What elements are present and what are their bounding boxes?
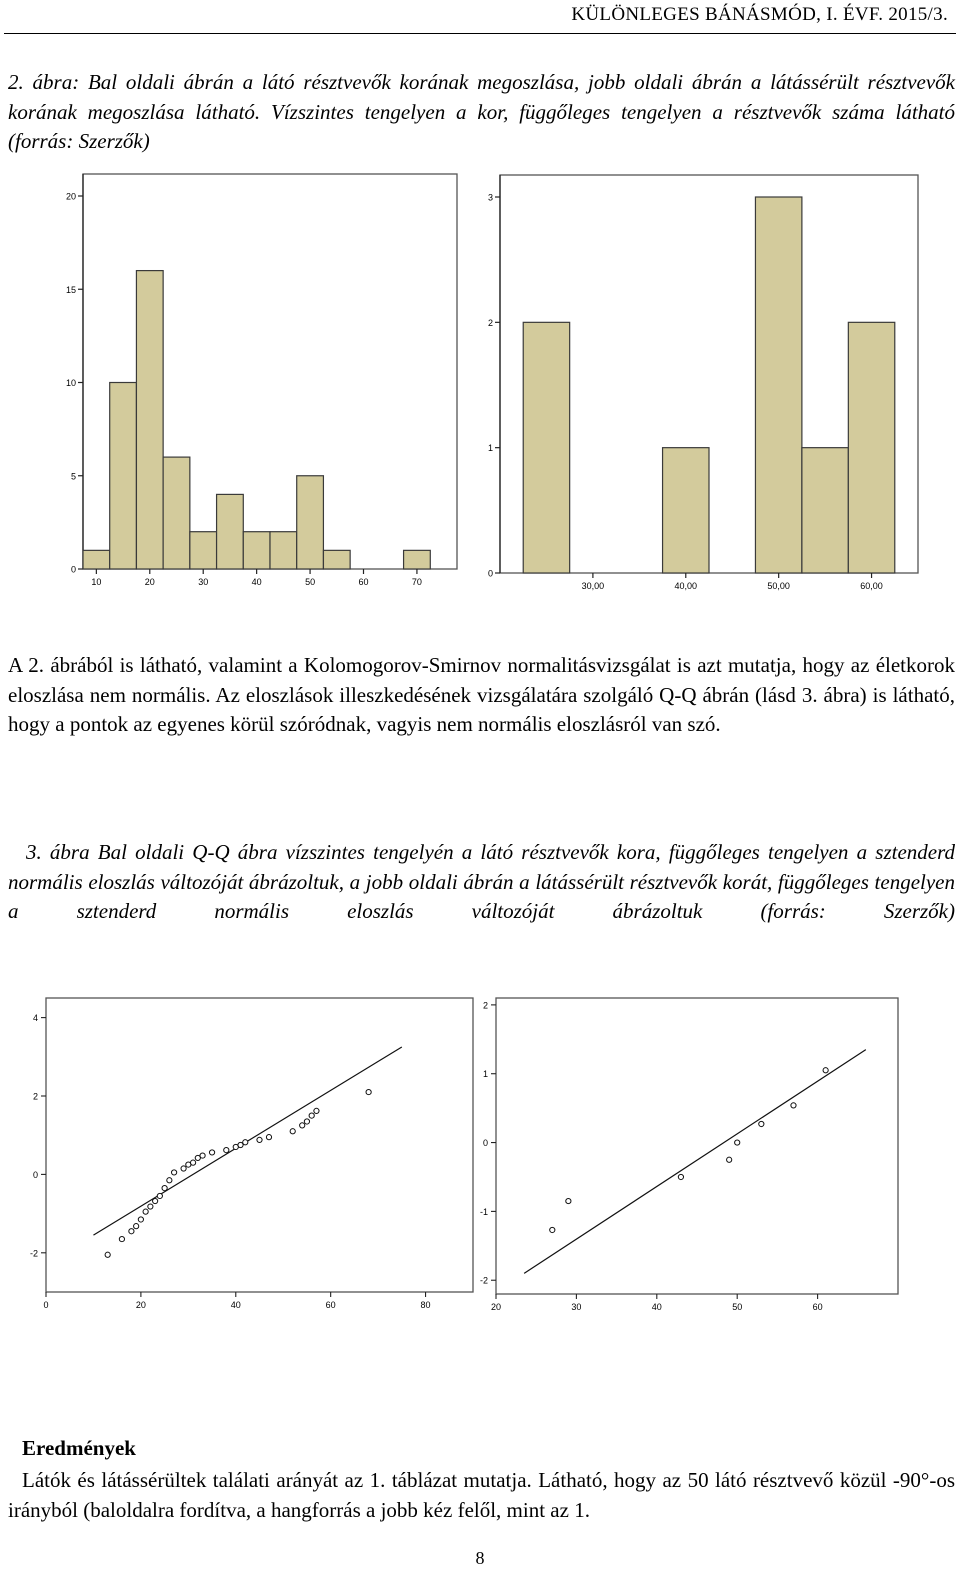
hist2-y-tick-label: 2 — [487, 317, 493, 328]
qq1-point — [138, 1217, 143, 1222]
qq1-frame — [46, 998, 473, 1292]
qq1-point — [243, 1140, 248, 1145]
hist1-x-tick-label: 10 — [91, 577, 102, 587]
qq2-x-tick-label: 40 — [651, 1302, 662, 1312]
hist1-y-tick-label: 15 — [65, 284, 76, 295]
hist1-x-tick-label: 40 — [251, 577, 262, 587]
hist2-bar — [663, 448, 709, 573]
qq1-point — [224, 1147, 229, 1152]
hist1-bar — [323, 550, 350, 569]
qq2-x-tick-label: 30 — [571, 1302, 582, 1312]
hist2-x-tick-label: 40,00 — [674, 581, 698, 591]
qq2-point — [735, 1140, 740, 1145]
hist2-y-tick-label: 3 — [487, 192, 493, 203]
hist1-x-tick-label: 20 — [144, 577, 155, 587]
qq1-point — [153, 1198, 158, 1203]
qq-plot-sighted — [28, 996, 483, 1314]
qq1-x-tick-label: 40 — [230, 1300, 241, 1310]
qq2-y-tick-label: -2 — [479, 1275, 488, 1286]
figure-3-caption: 3. ábra Bal oldali Q-Q ábra vízszintes tengelyén a látó résztvevők kora, függőleges tengelyen a sztenderd normális eloszlás változóját ábrázoltuk, a jobb oldali ábrán a látássérült résztvevők korát, függőleges tengelyen a sztenderd normális eloszlás változóját ábrázoltuk (forrás: Szerzők) — [8, 840, 955, 923]
hist2-y-tick-label: 1 — [487, 443, 493, 454]
hist2-bar — [523, 322, 569, 573]
hist1-y-tick-label: 10 — [65, 378, 76, 388]
hist1-bar — [83, 550, 110, 569]
hist2-bar — [755, 197, 801, 573]
qq2-point — [791, 1103, 796, 1108]
qq1-x-tick-label: 0 — [43, 1300, 49, 1310]
qq1-point — [314, 1108, 319, 1113]
qq1-point — [290, 1129, 295, 1134]
hist2-y-tick-label: 0 — [487, 568, 493, 579]
header-rule — [4, 33, 956, 34]
qq1-point — [309, 1113, 314, 1118]
qq1-point — [266, 1135, 271, 1140]
hist1-bar — [297, 476, 324, 569]
qq-plot-visually-impaired — [478, 996, 908, 1316]
qq1-point — [157, 1193, 162, 1198]
hist1-y-tick-label: 0 — [70, 564, 76, 575]
hist1-y-tick-label: 5 — [70, 471, 76, 482]
hist1-bar — [217, 494, 244, 569]
hist1-x-tick-label: 50 — [305, 577, 316, 587]
qq1-point — [143, 1209, 148, 1214]
qq1-point — [167, 1178, 172, 1183]
qq1-y-tick-label: 2 — [32, 1091, 38, 1102]
qq1-point — [257, 1137, 262, 1142]
running-header: KÜLÖNLEGES BÁNÁSMÓD, I. ÉVF. 2015/3. — [571, 4, 948, 25]
qq2-frame — [496, 998, 898, 1294]
qq1-point — [172, 1170, 177, 1175]
qq2-y-tick-label: 1 — [482, 1069, 488, 1080]
hist2-x-tick-label: 30,00 — [581, 581, 605, 591]
qq1-point — [134, 1224, 139, 1229]
qq1-point — [181, 1166, 186, 1171]
qq1-point — [200, 1153, 205, 1158]
histogram-visually-impaired-age — [478, 172, 928, 597]
qq1-x-tick-label: 60 — [325, 1300, 336, 1310]
qq1-point — [148, 1204, 153, 1209]
hist1-bar — [243, 532, 270, 569]
hist2-bar — [802, 448, 848, 573]
qq2-x-tick-label: 60 — [812, 1302, 823, 1312]
qq1-y-tick-label: 4 — [32, 1013, 38, 1024]
qq1-point — [304, 1119, 309, 1124]
qq1-point — [105, 1252, 110, 1257]
qq1-point — [209, 1150, 214, 1155]
hist1-bar — [190, 532, 217, 569]
page-number: 8 — [475, 1548, 485, 1568]
hist1-x-tick-label: 30 — [198, 577, 209, 587]
hist2-bar — [848, 322, 894, 573]
qq2-reference-line — [524, 1050, 866, 1274]
qq1-y-tick-label: 0 — [32, 1169, 38, 1180]
qq1-point — [300, 1123, 305, 1128]
qq2-x-tick-label: 20 — [490, 1302, 502, 1312]
qq1-x-tick-label: 80 — [420, 1300, 431, 1310]
hist1-bar — [163, 457, 190, 569]
hist2-x-tick-label: 50,00 — [767, 581, 790, 591]
body-paragraph-1: A 2. ábrából is látható, valamint a Kolomogorov-Smirnov normalitásvizsgálat is azt mutatja, hogy az életkorok eloszlása nem normális. Az eloszlások illeszkedésének vizsgálatára szolgáló Q-Q ábrán (lásd 3. ábra) is látható, hogy a pontok az egyenes körül szóródnak, vagyis nem normális eloszlásról van szó. — [8, 653, 955, 736]
qq2-point — [727, 1157, 732, 1162]
figure-2-caption: 2. ábra: Bal oldali ábrán a látó résztvevők korának megoszlása, jobb oldali ábrán a látássérült résztvevők korának megoszlása látható. Vízszintes tengelyen a kor, függőleges tengelyen a résztvevők száma látható (forrás: Szerzők) — [8, 70, 955, 153]
qq2-point — [566, 1198, 571, 1203]
qq2-y-tick-label: -1 — [479, 1206, 488, 1217]
hist1-x-tick-label: 70 — [411, 577, 422, 587]
qq2-y-tick-label: 0 — [482, 1138, 488, 1149]
hist1-bar — [270, 532, 297, 569]
qq2-point — [823, 1068, 828, 1073]
qq2-x-tick-label: 50 — [732, 1302, 743, 1312]
qq1-point — [129, 1229, 134, 1234]
hist1-y-tick-label: 20 — [65, 191, 76, 202]
section-heading-results: Eredmények — [22, 1436, 136, 1460]
qq1-point — [190, 1160, 195, 1165]
qq2-point — [550, 1227, 555, 1232]
qq1-point — [119, 1236, 124, 1241]
hist1-x-tick-label: 60 — [358, 577, 369, 587]
hist1-bar — [404, 550, 431, 569]
qq2-point — [678, 1174, 683, 1179]
hist1-bar — [136, 271, 163, 569]
qq1-y-tick-label: -2 — [29, 1248, 38, 1259]
hist1-bar — [110, 383, 137, 570]
qq1-point — [366, 1089, 371, 1094]
qq1-x-tick-label: 20 — [135, 1300, 146, 1310]
qq2-y-tick-label: 2 — [482, 1000, 488, 1011]
results-paragraph: Látók és látássérültek találati arányát az 1. táblázat mutatja. Látható, hogy az 50 látó résztvevő közül -90°-os irányból (baloldalra fordítva, a hangforrás a jobb kéz felől, mint az 1. — [8, 1468, 955, 1522]
histogram-sighted-age — [55, 172, 468, 592]
qq1-point — [162, 1186, 167, 1191]
hist2-x-tick-label: 60,00 — [860, 581, 883, 591]
qq2-point — [759, 1121, 764, 1126]
